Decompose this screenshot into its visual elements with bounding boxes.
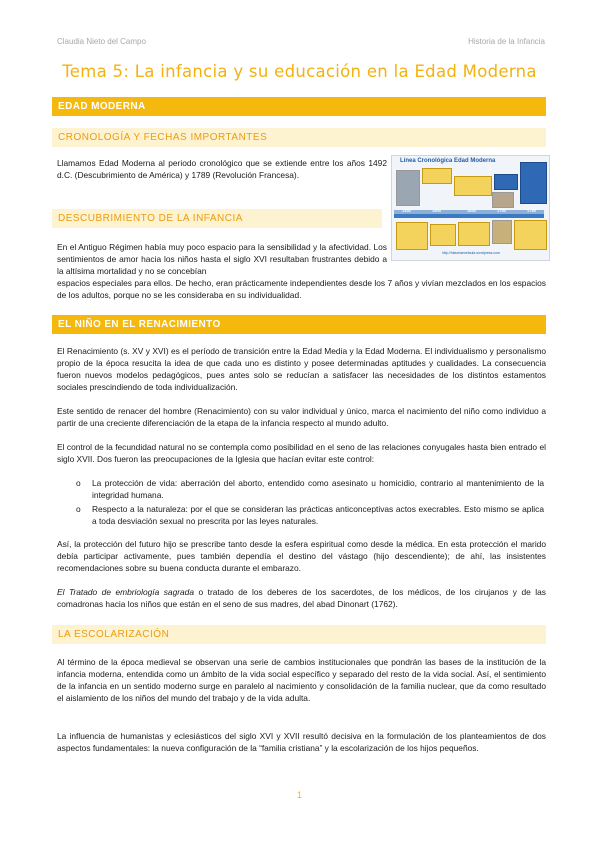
tratado-title: El Tratado de embriología sagrada [57,587,194,597]
page-number: 1 [296,790,302,800]
paragraph-renacimiento-2: Este sentido de renacer del hombre (Renacimiento) con su valor individual y único, marca el nacimiento del niño como individuo a partir de una creciente diferenciación de la etapa de la infancia respecto al mundo adulto. [57,406,546,428]
timeline-axis-band [394,214,544,218]
section-renacimiento: EL NIÑO EN EL RENACIMIENTO [52,315,546,334]
section-cronologia: CRONOLOGÍA Y FECHAS IMPORTANTES [52,128,546,147]
timeline-event-box [422,168,452,184]
timeline-year: 1789 [527,208,536,213]
paragraph-escolarizacion-2: La influencia de humanistas y eclesiásticos del siglo XVI y XVII resultó decisiva en la formulación de los planteamientos de dos aspectos fundamentales: la nueva configuración de la “familia cristiana” y la escolarización de los hijos pequeños. [57,731,546,753]
timeline-url: http://historiaenelaula.wordpress.com [442,251,500,255]
timeline-event-box [514,220,547,250]
timeline-event-box [396,222,428,250]
section-descubrimiento: DESCUBRIMIENTO DE LA INFANCIA [52,209,382,228]
timeline-year: 1600 [467,208,476,213]
paragraph-descubrimiento-b: espacios especiales para ellos. De hecho, eran prácticamente independientes desde los 7 años y vivían mezclados en los espacios de los adultos, porque no se les consideraba en su individualidad. [57,278,546,300]
timeline-year: 1700 [497,208,506,213]
timeline-image-3 [492,220,512,244]
bullet-marker: o [76,478,81,488]
timeline-year: 1500 [432,208,441,213]
timeline-figure-title: Línea Cronológica Edad Moderna [400,158,496,164]
timeline-year: 1492 [402,208,411,213]
timeline-event-box [494,174,518,190]
header-course: Historia de la Infancia [468,37,545,46]
paragraph-renacimiento-5 [57,586,546,610]
paragraph-descubrimiento-a: En el Antiguo Régimen había muy poco espacio para la sensibilidad y la afectividad. Los sentimientos de amor hacia los niños hasta el siglo XVI resultaban frustrantes debido a la altísima mortalidad y no se concebían [57,242,387,276]
paragraph-renacimiento-1: El Renacimiento (s. XV y XVI) es el período de transición entre la Edad Media y la Edad Moderna. El individualismo y personalismo propio de la época resucita la idea de que cada uno es distinto y posee determinadas aptitudes y cualidades. La consecuencia fueron nuevos modelos pedagógicos, pues antes solo se reducían a satisfacer las necesidades de los distintos estamentos sociales prescindiendo de toda individualización. [57,346,546,392]
paragraph-escolarizacion-1: Al término de la época medieval se observan una serie de cambios institucionales que pondrán las bases de la institución de la infancia moderna, entendida como un ámbito de la vida social específico y separado del resto de la vida social. Así, el sentimiento de la infancia en un sentido moderno surge en paralelo al nacimiento y consolidación de la familia nuclear, que da como resultado el aislamiento de los niños del mundo del trabajo y de la vida adulta. [57,657,546,703]
timeline-event-box [458,222,490,246]
tratado-description: o tratado de los deberes de los sacerdotes, de los médicos, de los cirujanos y de las comadronas hacia los niños que están en el seno de sus madres, del abad Dinonart (1762). [57,587,546,609]
section-edad-moderna: EDAD MODERNA [52,97,546,116]
timeline-image-1 [396,170,420,206]
timeline-figure [391,155,550,261]
paragraph-renacimiento-3: El control de la fecundidad natural no se contempla como posibilidad en el seno de las relaciones conyugales hasta bien entrado el siglo XVII. Dos fueron las preocupaciones de la Iglesia que hacían evitar este control: [57,442,546,464]
paragraph-renacimiento-4: Así, la protección del futuro hijo se prescribe tanto desde la esfera espiritual como desde la médica. En esta protección el marido debía participar activamente, pues también dependía el destino del vástago (hijo descendiente); de ahí, las insistentes recomendaciones sobre su buena conducta durante el embarazo. [57,539,546,573]
header-author: Claudia Nieto del Campo [57,37,146,46]
bullet-item-proteccion: La protección de vida: aberración del aborto, entendido como asesinato u homicidio, contrario al mantenimiento de la integridad humana. [92,478,544,500]
timeline-event-box [520,162,547,204]
timeline-event-box [454,176,492,196]
bullet-marker: o [76,504,81,514]
timeline-event-box [430,224,456,246]
page-title: Tema 5: La infancia y su educación en la Edad Moderna [62,62,537,81]
bullet-item-naturaleza: Respecto a la naturaleza: por el que se consideran las prácticas anticonceptivas actos execrables. Esto mismo se aplica a toda desviación sexual no prescrita por las leyes naturales. [92,504,544,526]
paragraph-cronologia: Llamamos Edad Moderna al periodo cronológico que se extiende entre los años 1492 d.C. (Descubrimiento de América) y 1789 (Revolución Francesa). [57,158,387,180]
section-escolarizacion: LA ESCOLARIZACIÓN [52,625,546,644]
timeline-image-2 [492,192,514,208]
